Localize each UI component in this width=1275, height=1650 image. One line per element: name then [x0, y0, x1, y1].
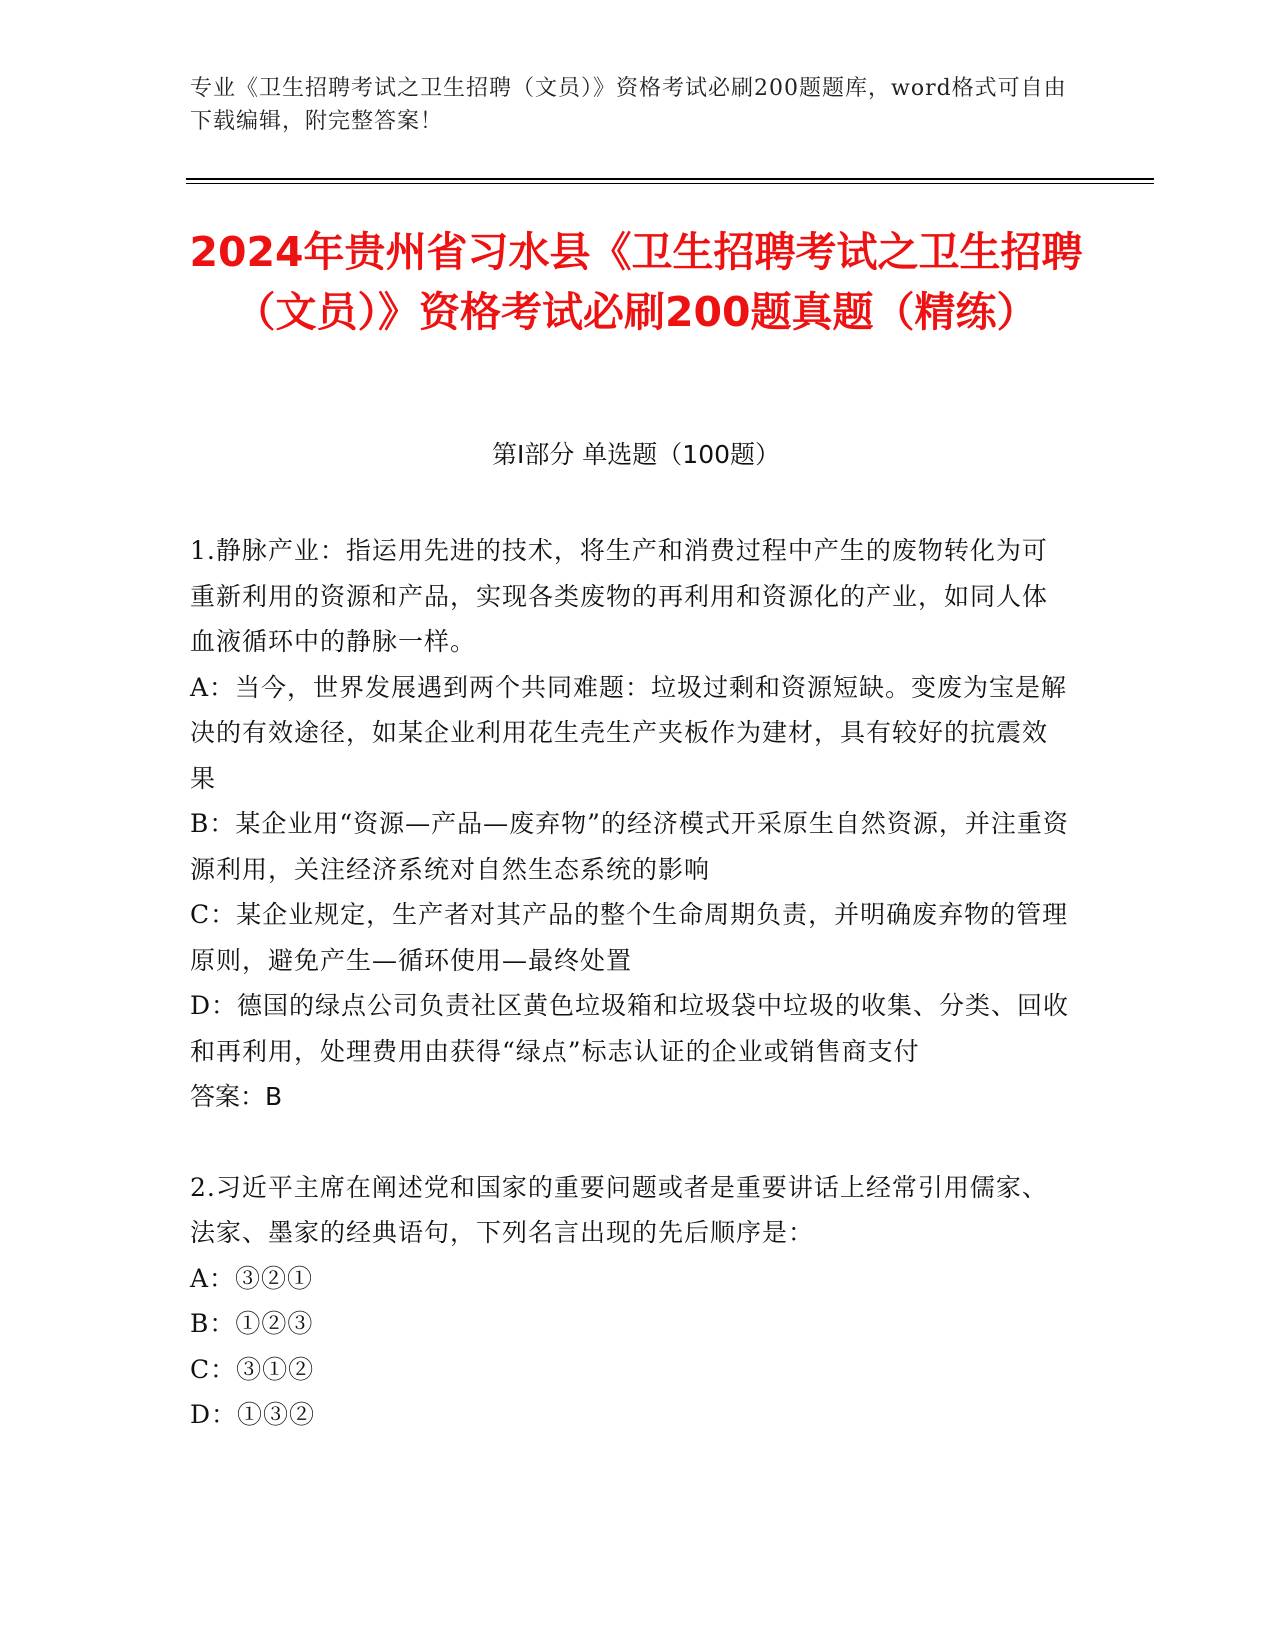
question-stem: 2.习近平主席在阐述党和国家的重要问题或者是重要讲话上经常引用儒家、法家、墨家的经典语句，下列名言出现的先后顺序是： [190, 1172, 1048, 1247]
option-d: D：德国的绿点公司负责社区黄色垃圾箱和垃圾袋中垃圾的收集、分类、回收和再利用，处理费用由获得“绿点”标志认证的企业或销售商支付 [190, 991, 1070, 1066]
question-list [190, 528, 1070, 1438]
option-b: B：①②③ [190, 1309, 314, 1338]
option-b: B：某企业用“资源—产品—废弃物”的经济模式开采原生自然资源，并注重资源利用，关注经济系统对自然生态系统的影响 [190, 809, 1069, 884]
option-c: C：③①② [190, 1354, 315, 1384]
question-stem: 1.静脉产业：指运用先进的技术，将生产和消费过程中产生的废物转化为可重新利用的资源和产品，实现各类废物的再利用和资源化的产业，如同人体血液循环中的静脉一样。 [190, 536, 1049, 656]
document-title: 2024年贵州省习水县《卫生招聘考试之卫生招聘（文员）》资格考试必刷200题真题（精练） [189, 228, 1083, 336]
header-note: 专业《卫生招聘考试之卫生招聘（文员）》资格考试必刷200题题库，word格式可自由下载编辑，附完整答案！ [190, 76, 1067, 134]
option-d: D：①③② [190, 1400, 316, 1429]
option-a: A：③②① [190, 1263, 314, 1293]
option-a: A：当今，世界发展遇到两个共同难题：垃圾过剩和资源短缺。变废为宝是解决的有效途径，如某企业利用花生壳生产夹板作为建材，具有较好的抗震效果 [190, 672, 1068, 793]
option-c: C：某企业规定，生产者对其产品的整个生命周期负责，并明确废弃物的管理原则，避免产生—循环使用—最终处置 [190, 900, 1069, 975]
header-rule-thin [186, 183, 1154, 184]
answer-text: 答案：B [190, 1082, 283, 1111]
question-2 [190, 1165, 1070, 1438]
section-title: 第I部分 单选题（100题） [491, 440, 781, 469]
question-1 [190, 528, 1070, 1120]
header-rule-thick [186, 178, 1154, 180]
